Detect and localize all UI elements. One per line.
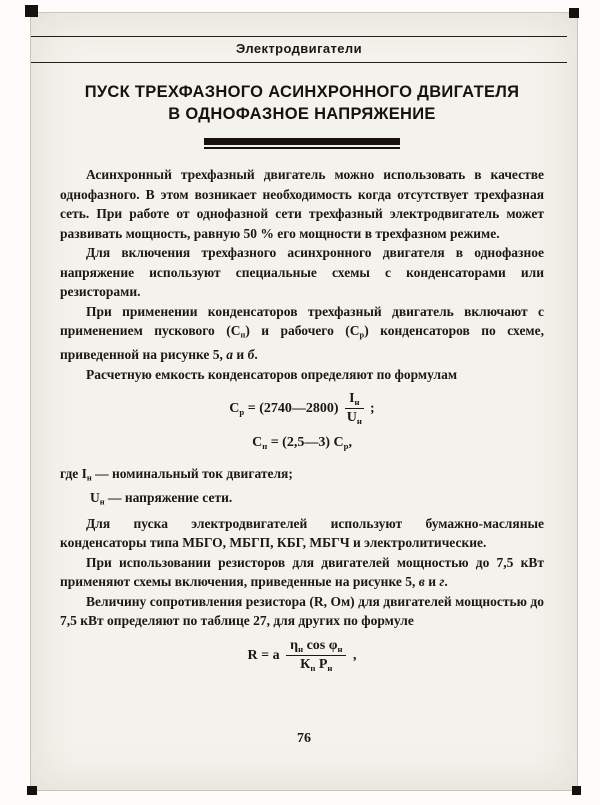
legend-line-current: где Iн — номинальный ток двигателя; bbox=[60, 465, 293, 483]
running-header-title: Электродвигатели bbox=[236, 41, 362, 56]
running-header bbox=[31, 36, 567, 63]
title-divider bbox=[204, 138, 400, 149]
formula-resistor bbox=[60, 638, 544, 673]
legend-line-voltage: Uн — напряжение сети. bbox=[90, 489, 233, 507]
formula-tail: ; bbox=[366, 400, 375, 416]
formula-starting-capacitor bbox=[60, 433, 544, 456]
chapter-title bbox=[60, 81, 544, 125]
formula-legend bbox=[60, 464, 544, 512]
page-number: 76 bbox=[297, 731, 311, 746]
paragraph: Величину сопротивления резистора (R, Ом) для двигателей мощностью до 7,5 кВт определяют по таблице 27, для других по формуле bbox=[60, 593, 544, 629]
paragraph: При применении конденсаторов трехфазный двигатель включают с применением пускового (Сп) и рабочего (Ср) конденсаторов по схеме, приведенной на рисунке 5, а и б. bbox=[60, 303, 544, 363]
formula-working-capacitor bbox=[60, 391, 544, 426]
formula-lhs: R = a bbox=[247, 647, 284, 663]
scan-corner-mark bbox=[569, 8, 579, 18]
title-divider-thin-bar bbox=[204, 147, 400, 149]
page-content bbox=[60, 36, 544, 680]
fraction-denominator: Uн bbox=[346, 410, 362, 427]
body-text bbox=[60, 165, 544, 673]
paragraph: Для пуска электродвигателей используют бумажно-масляные конденсаторы типа МБГО, МБГП, КБГ, МБГЧ и электролитические. bbox=[60, 515, 544, 551]
formula-lhs: Ср = (2740—2800) bbox=[229, 400, 343, 417]
paragraph: Асинхронный трехфазный двигатель можно использовать в качестве однофазного. В этом возникает необходимость когда отсутствует трехфазная сеть. При работе от однофазной сети трехфазный электродвигатель может развивать мощность, равную 50 % его мощности в трехфазном режиме. bbox=[60, 167, 544, 241]
chapter-title-line2: В ОДНОФАЗНОЕ НАПРЯЖЕНИЕ bbox=[168, 105, 436, 123]
paragraph: При использовании резисторов для двигателей мощностью до 7,5 кВт применяют схемы включения, приведенные на рисунке 5, в и г. bbox=[60, 554, 544, 590]
formula-line: Сп = (2,5—3) Ср, bbox=[252, 435, 352, 452]
fraction-numerator: ηн cos φн bbox=[286, 638, 346, 656]
scan-corner-mark bbox=[27, 786, 37, 795]
formula-tail: , bbox=[349, 647, 357, 663]
scan-corner-mark bbox=[25, 5, 38, 17]
fraction bbox=[286, 638, 346, 673]
fraction bbox=[345, 391, 363, 426]
scan-corner-mark bbox=[572, 786, 581, 795]
fraction-denominator: Кп Рн bbox=[300, 657, 333, 673]
paragraph: Расчетную емкость конденсаторов определяют по формулам bbox=[86, 366, 458, 382]
paragraph: Для включения трехфазного асинхронного двигателя в однофазное напряжение используют специальные схемы с конденсаторами или резисторами. bbox=[60, 245, 544, 299]
fraction-numerator: Iн bbox=[345, 391, 363, 409]
chapter-title-line1: ПУСК ТРЕХФАЗНОГО АСИНХРОННОГО ДВИГАТЕЛЯ bbox=[84, 83, 520, 101]
title-divider-thick-bar bbox=[204, 138, 400, 145]
